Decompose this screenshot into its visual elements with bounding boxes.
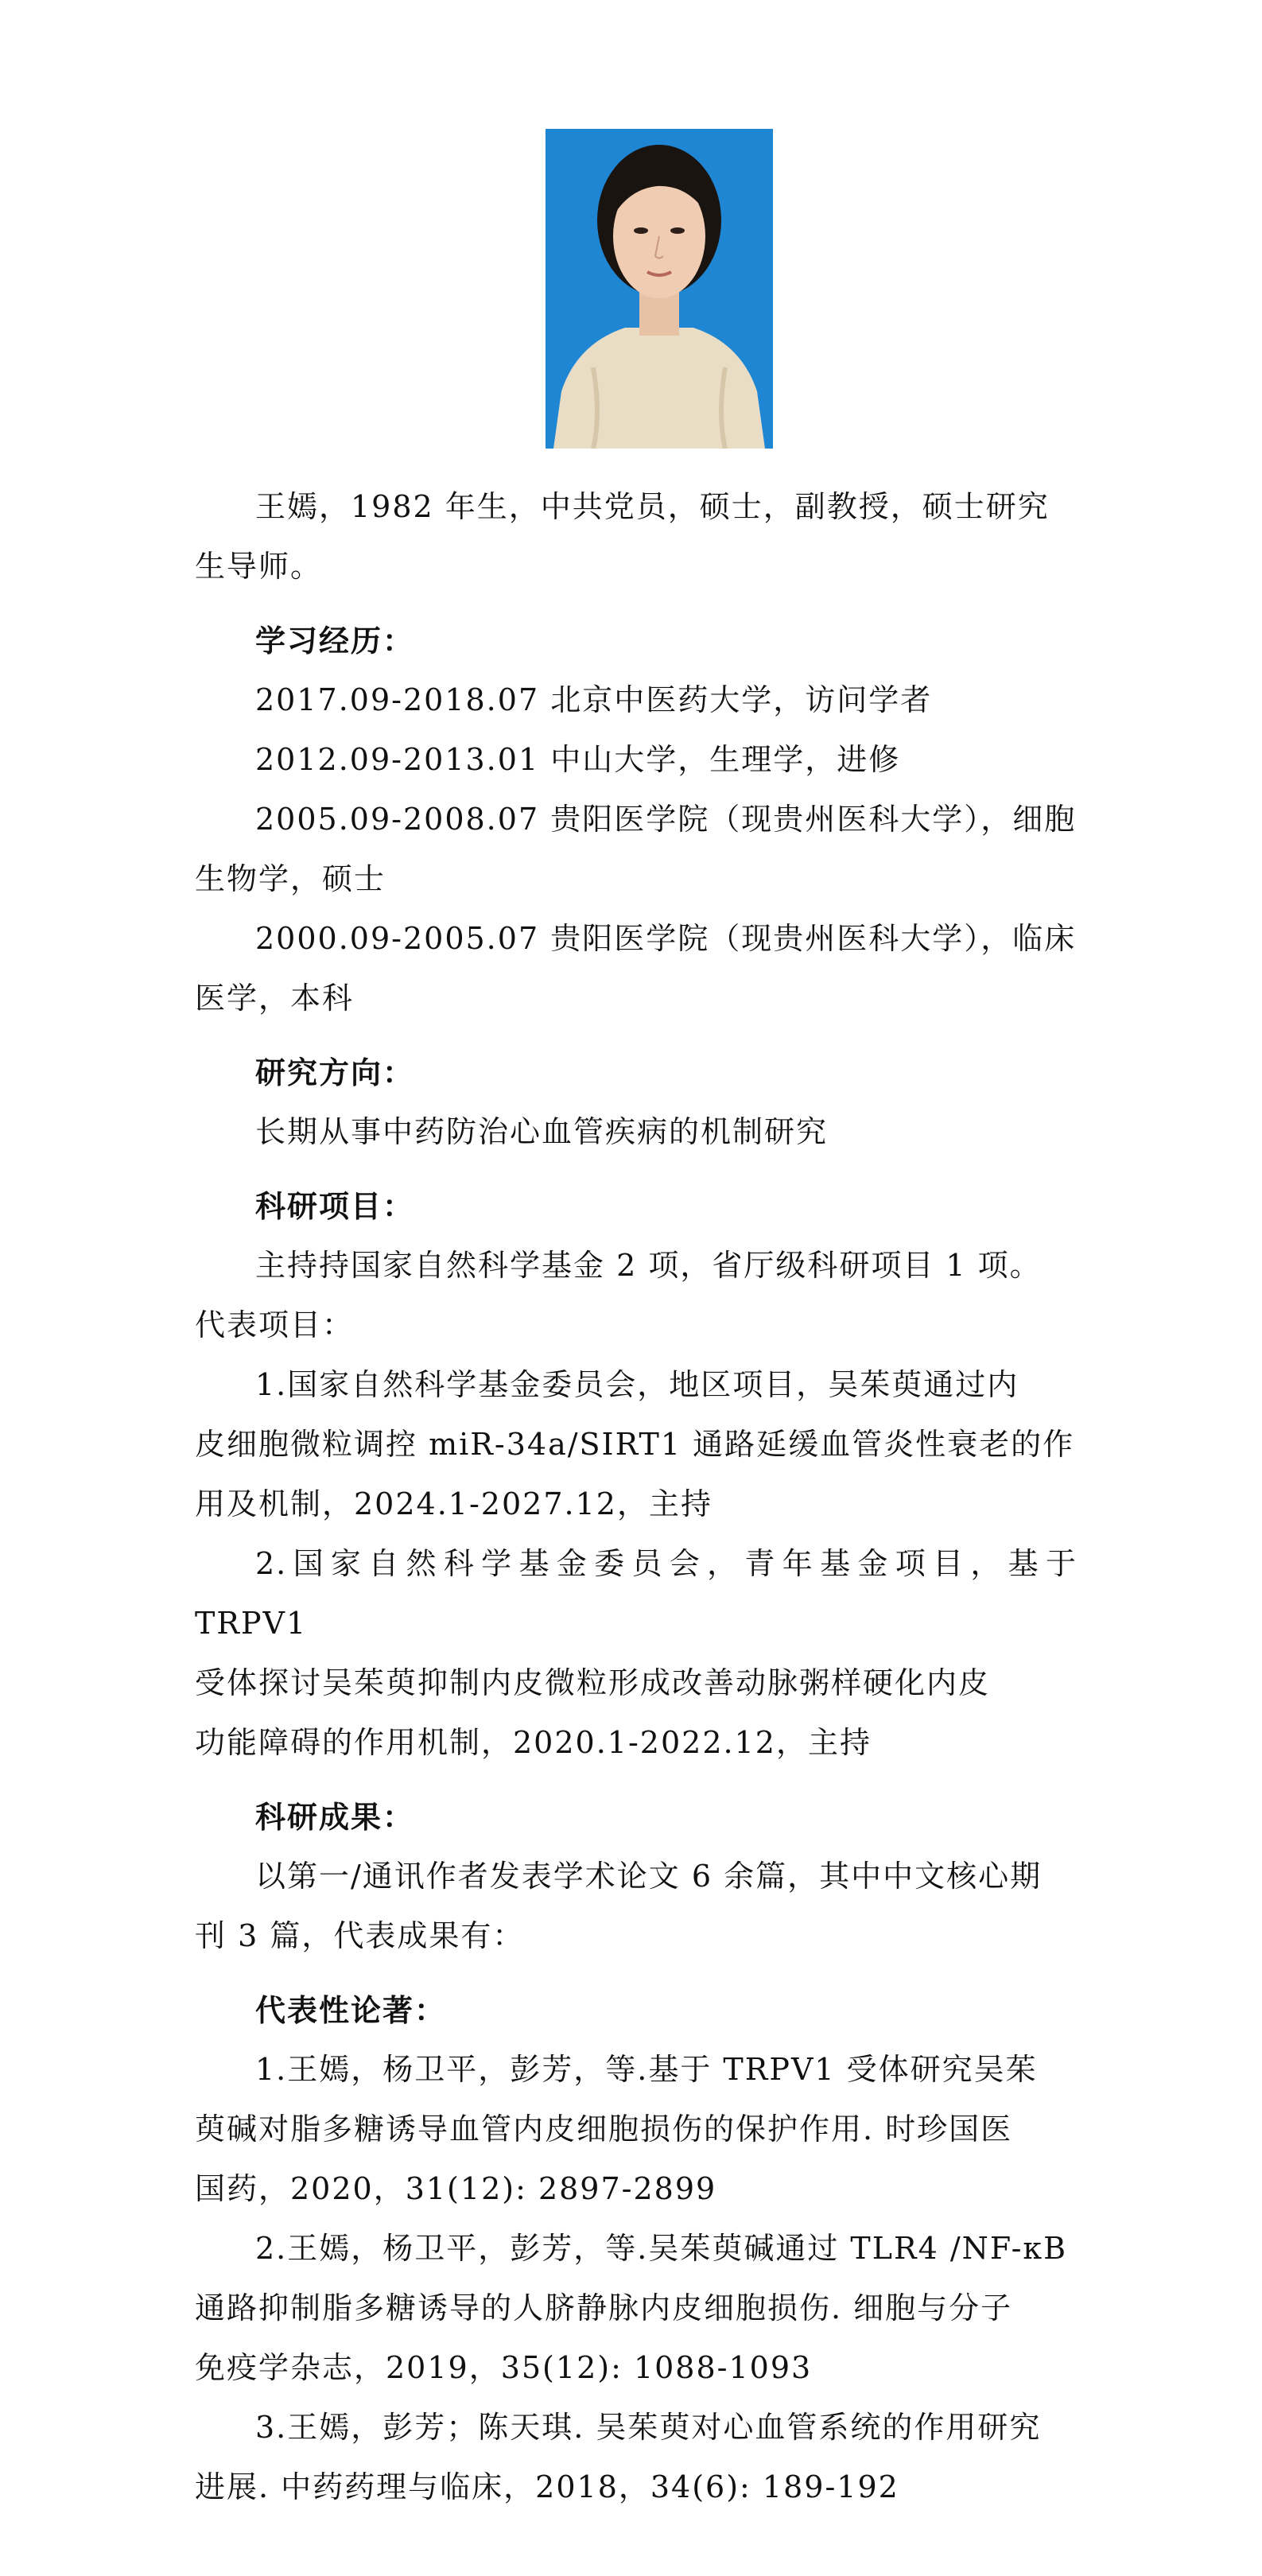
research-direction-text: 长期从事中药防治心血管疾病的机制研究 [255, 1114, 829, 1149]
bio-paragraph [195, 477, 1078, 596]
research-direction-heading: 研究方向： [255, 1055, 415, 1090]
achievements-text: 以第一/通讯作者发表学术论文 6 余篇，其中中文核心期 刊 3 篇，代表成果有： [195, 1859, 1043, 1953]
publication-item: 3.王嫣，彭芳；陈天琪. 吴茱萸对心血管系统的作用研究 进展. 中药药理与临床，2018，34(6): 189-192 [195, 2410, 1042, 2504]
publications-heading: 代表性论著： [255, 1992, 447, 2028]
bio-line: 王嫣，1982 年生，中共党员，硕士，副教授，硕士研究 [255, 489, 1050, 524]
project-item: 2.国家自然科学基金委员会，青年基金项目，基于 TRPV1 受体探讨吴茱萸抑制内皮微粒形成改善动脉粥样硬化内皮 功能障碍的作用机制，2020.1-2022.12，主持 [195, 1546, 1078, 1760]
education-item: 2005.09-2008.07 贵阳医学院（现贵州医科大学），细胞 生物学，硕士 [195, 802, 1077, 896]
projects-heading: 科研项目： [255, 1188, 415, 1224]
publication-item: 1.王嫣，杨卫平，彭芳，等.基于 TRPV1 受体研究吴茱 萸碱对脂多糖诱导血管内皮细胞损伤的保护作用. 时珍国医 国药，2020，31(12): 2897-2899 [195, 2052, 1038, 2206]
achievements-heading: 科研成果： [255, 1799, 415, 1835]
profile-text [195, 477, 1078, 2517]
bio-line: 生导师。 [195, 549, 323, 584]
projects-intro: 主持持国家自然科学基金 2 项，省厅级科研项目 1 项。 代表项目： [195, 1248, 1042, 1342]
education-item: 2017.09-2018.07 北京中医药大学，访问学者 [255, 682, 933, 717]
project-item: 1.国家自然科学基金委员会，地区项目，吴茱萸通过内 皮细胞微粒调控 miR-34a/SIRT1 通路延缓血管炎性衰老的作 用及机制，2024.1-2027.12，主持 [195, 1367, 1075, 1521]
portrait-photo [546, 129, 773, 449]
publication-item: 2.王嫣，杨卫平，彭芳，等.吴茱萸碱通过 TLR4 /NF-κB 通路抑制脂多糖诱导的人脐静脉内皮细胞损伤. 细胞与分子 免疫学杂志，2019，35(12): 1088-1093 [195, 2231, 1068, 2385]
education-item: 2000.09-2005.07 贵阳医学院（现贵州医科大学），临床 医学，本科 [195, 921, 1077, 1016]
education-heading: 学习经历： [255, 623, 415, 659]
education-item: 2012.09-2013.01 中山大学，生理学，进修 [255, 742, 901, 777]
